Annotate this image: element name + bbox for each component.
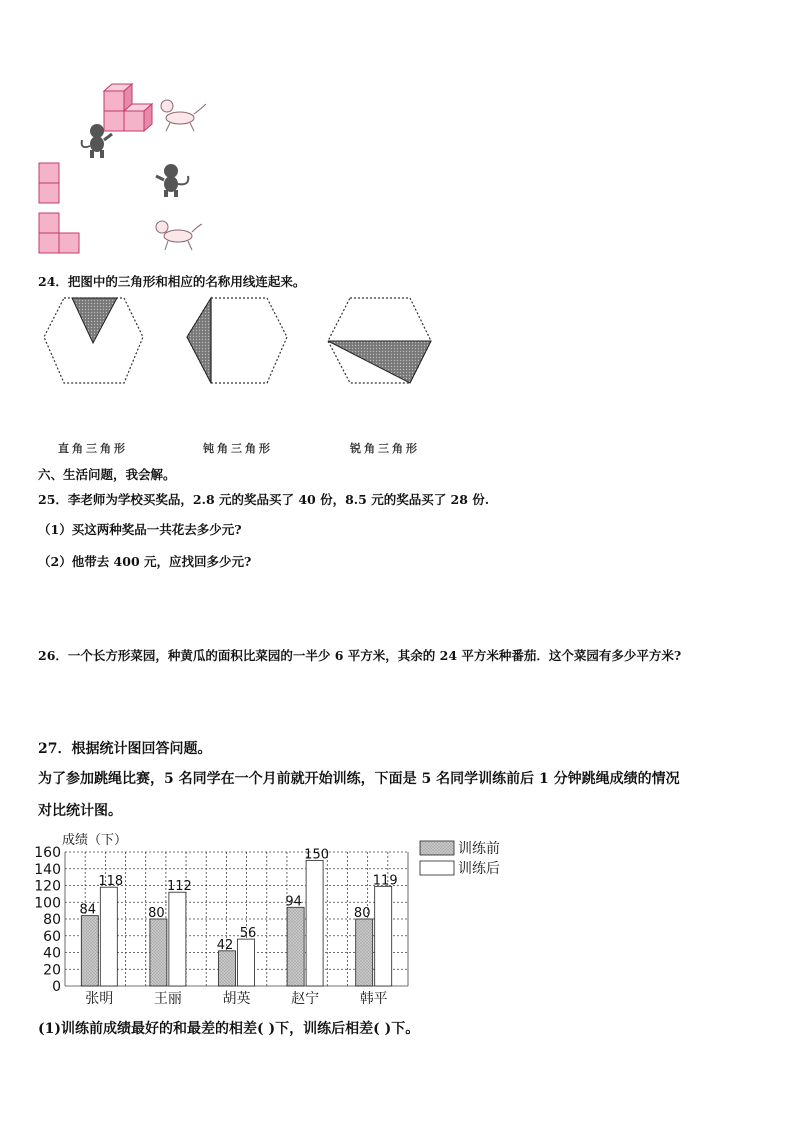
q24-hexagons <box>0 290 794 390</box>
y-tick-label: 60 <box>43 928 61 945</box>
bar <box>375 886 392 986</box>
x-tick-label: 韩平 <box>359 991 388 1007</box>
bar <box>306 860 323 986</box>
data-label: 80 <box>148 906 165 921</box>
monkey-icon <box>156 164 188 197</box>
y-tick-label: 0 <box>52 979 61 995</box>
dog-icon <box>156 221 202 250</box>
x-tick-label: 胡英 <box>222 991 251 1007</box>
data-label: 150 <box>304 847 330 863</box>
y-tick-label: 40 <box>43 945 61 962</box>
legend-swatch <box>420 861 454 875</box>
x-tick-label: 赵宁 <box>291 991 320 1007</box>
y-tick-label: 140 <box>34 861 61 878</box>
data-label: 112 <box>166 879 192 895</box>
label-obtuse-triangle: 钝角三角形 <box>203 442 273 455</box>
data-label: 42 <box>216 937 234 953</box>
y-tick-label: 160 <box>34 845 61 861</box>
legend-swatch <box>420 841 454 855</box>
section-6-heading: 六、生活问题，我会解。 <box>38 467 176 482</box>
data-label: 119 <box>372 873 398 889</box>
front-view-2x1 <box>39 163 59 203</box>
triangle-shape <box>72 298 117 343</box>
y-tick-label: 100 <box>34 895 61 912</box>
q25-sub2: （2）他带去 400 元，应找回多少元? <box>38 554 252 569</box>
legend-label: 训练后 <box>458 861 500 877</box>
y-tick-label: 120 <box>34 878 61 895</box>
bar <box>150 919 167 986</box>
x-tick-label: 王丽 <box>153 991 182 1007</box>
bar <box>81 916 98 986</box>
block-3d-view <box>104 84 152 131</box>
bar <box>356 919 373 986</box>
data-label: 118 <box>98 874 124 890</box>
legend-label: 训练前 <box>458 841 500 857</box>
y-tick-label: 80 <box>43 912 61 928</box>
hexagon-1 <box>44 298 143 383</box>
q27-title: 27．根据统计图回答问题。 <box>38 741 212 757</box>
side-view-L <box>39 213 79 253</box>
y-axis-label: 成绩（下） <box>62 833 128 848</box>
block-figures <box>0 0 794 270</box>
data-label: 56 <box>239 926 257 942</box>
bar <box>169 892 186 986</box>
data-label: 84 <box>79 902 97 918</box>
triangle-shape <box>187 298 211 383</box>
q27-sub1: (1)训练前成绩最好的和最差的相差( )下，训练后相差( )下。 <box>38 1021 420 1037</box>
bar <box>219 951 236 986</box>
data-label: 94 <box>285 894 302 910</box>
bar-chart <box>0 828 794 1018</box>
q26-text: 26．一个长方形菜园，种黄瓜的面积比菜园的一半少 6 平方米，其余的 24 平方米种番茄．这个菜园有多少平方米? <box>38 648 682 663</box>
bar <box>238 939 255 986</box>
data-label: 80 <box>353 906 371 921</box>
label-acute-triangle: 锐角三角形 <box>350 442 420 455</box>
dog-icon <box>161 100 206 131</box>
x-tick-label: 张明 <box>85 991 114 1007</box>
label-right-triangle: 直角三角形 <box>58 442 128 455</box>
bar <box>100 887 117 986</box>
q27-line2: 对比统计图。 <box>38 803 122 819</box>
q25-text: 25．李老师为学校买奖品，2.8 元的奖品买了 40 份，8.5 元的奖品买了 28 份. <box>38 492 490 507</box>
hexagon-3 <box>328 298 431 383</box>
bar <box>287 907 304 986</box>
hexagon-2 <box>187 298 287 383</box>
q25-sub1: （1）买这两种奖品一共花去多少元? <box>38 522 242 537</box>
q24-text: 24．把图中的三角形和相应的名称用线连起来。 <box>38 274 306 289</box>
q27-line1: 为了参加跳绳比赛，5 名同学在一个月前就开始训练，下面是 5 名同学训练前后 1 分钟跳绳成绩的情况 <box>38 771 680 787</box>
y-tick-label: 20 <box>43 962 61 979</box>
triangle-shape <box>328 341 431 383</box>
